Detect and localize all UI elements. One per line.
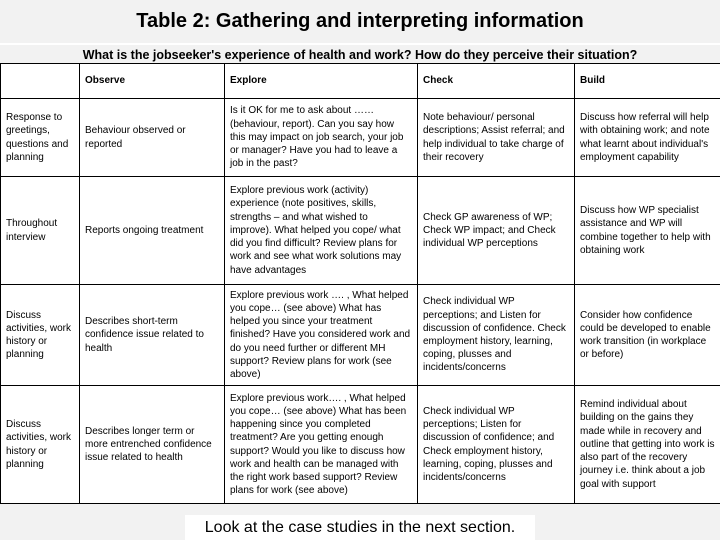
subtitle: What is the jobseeker's experience of health and work? How do they perceive their situation? [82,47,638,62]
row-label: Discuss activities, work history or planning [1,285,80,386]
header-explore: Explore [225,64,418,99]
observe-cell: Reports ongoing treatment [80,177,225,285]
build-cell: Remind individual about building on the gains they made while in recovery and outline that getting into work is also part of the recovery journey i.e. think about a job goal with support [575,386,720,504]
check-cell: Check individual WP perceptions; Listen for discussion of confidence; and Check employment history, learning, coping, plusses and incidents/concerns [418,386,575,504]
observe-cell: Describes short-term confidence issue related to health [80,285,225,386]
explore-cell: Is it OK for me to ask about …… (behaviour, report). Can you say how this may impact on job search, your job or manager? Have you had to leave a job in the past? [225,99,418,177]
explore-cell: Explore previous work (activity) experience (note positives, skills, strengths – and what wished to improve). What helped you cope/ what did you find difficult? Review plans for work and see what work solutions may have advantages [225,177,418,285]
row-label: Discuss activities, work history or planning [1,386,80,504]
check-cell: Check GP awareness of WP; Check WP impact; and Check individual WP perceptions [418,177,575,285]
title-bar [0,0,720,43]
build-cell: Discuss how referral will help with obtaining work; and note what learnt about individual's employment capability [575,99,720,177]
header-observe: Observe [80,64,225,99]
page-title: Table 2: Gathering and interpreting information [136,10,584,32]
table-row [1,386,720,504]
build-cell: Discuss how WP specialist assistance and WP will combine together to help with obtaining work [575,177,720,285]
row-label: Throughout interview [1,177,80,285]
table-row [1,177,720,285]
header-cell-empty [1,64,80,99]
information-table [0,63,720,504]
table-row [1,99,720,177]
observe-cell: Behaviour observed or reported [80,99,225,177]
footer-banner [185,515,535,540]
header-build: Build [575,64,720,99]
footer-text: Look at the case studies in the next section. [204,518,516,536]
header-check: Check [418,64,575,99]
table-header-row [1,64,720,99]
table-row [1,285,720,386]
explore-cell: Explore previous work …. , What helped you cope… (see above) What has helped you since your treatment finished? Have you considered work and do you need further or different MH support? Review plans for work (see above) [225,285,418,386]
check-cell: Note behaviour/ personal descriptions; Assist referral; and help individual to take charge of their recovery [418,99,575,177]
explore-cell: Explore previous work…. , What helped you cope… (see above) What has been happening since you completed treatment? Are you getting enough support? Would you like to discuss how work and health can be managed with the right work based support? Review plans for work (see above) [225,386,418,504]
check-cell: Check individual WP perceptions; and Listen for discussion of confidence. Check employment history, learning, coping, plusses and incidents/concerns [418,285,575,386]
row-label: Response to greetings, questions and planning [1,99,80,177]
observe-cell: Describes longer term or more entrenched confidence issue related to health [80,386,225,504]
build-cell: Consider how confidence could be developed to enable work transition (in workplace or before) [575,285,720,386]
